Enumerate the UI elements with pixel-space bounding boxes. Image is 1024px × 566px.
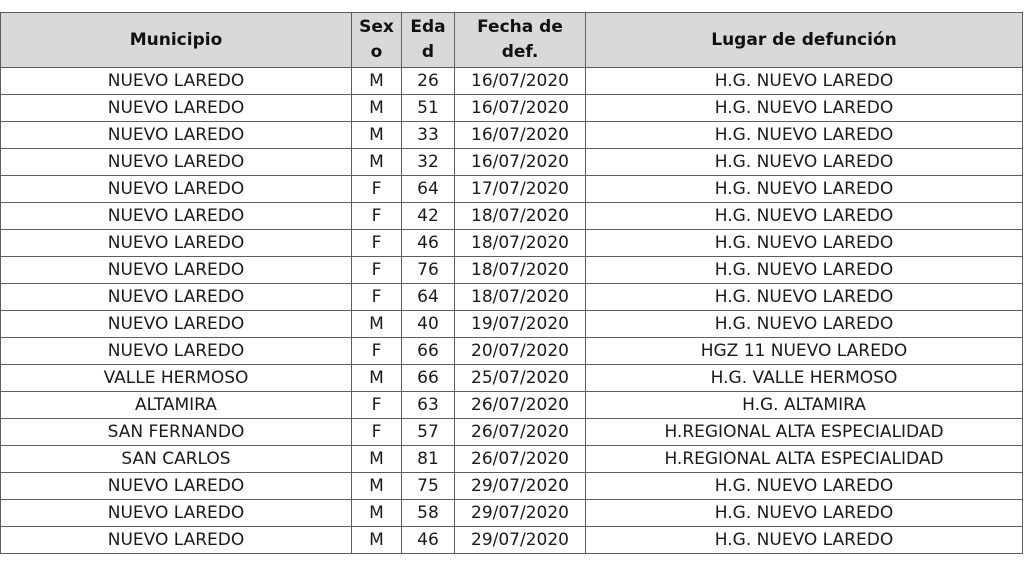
cell-sexo: M <box>352 365 402 392</box>
header-edad-line-1: Eda <box>410 17 446 37</box>
cell-fecha: 19/07/2020 <box>455 311 586 338</box>
deaths-table <box>0 12 1023 554</box>
cell-edad: 46 <box>402 230 455 257</box>
cell-sexo: F <box>352 230 402 257</box>
header-sexo-line-1: Sex <box>359 17 394 37</box>
cell-sexo: F <box>352 392 402 419</box>
cell-lugar: H.REGIONAL ALTA ESPECIALIDAD <box>586 419 1023 446</box>
cell-sexo: F <box>352 203 402 230</box>
cell-fecha: 18/07/2020 <box>455 284 586 311</box>
cell-sexo: M <box>352 68 402 95</box>
cell-lugar: H.G. NUEVO LAREDO <box>586 311 1023 338</box>
cell-municipio: NUEVO LAREDO <box>1 257 352 284</box>
table-row <box>1 230 1023 257</box>
table-row <box>1 284 1023 311</box>
cell-fecha: 16/07/2020 <box>455 122 586 149</box>
cell-sexo: F <box>352 419 402 446</box>
header-sexo-line-2: o <box>370 42 383 62</box>
cell-lugar: H.G. NUEVO LAREDO <box>586 473 1023 500</box>
cell-lugar: H.G. NUEVO LAREDO <box>586 149 1023 176</box>
header-lugar-line: Lugar de defunción <box>711 29 897 50</box>
header-municipio <box>1 13 352 68</box>
cell-sexo: M <box>352 473 402 500</box>
cell-lugar: H.G. NUEVO LAREDO <box>586 257 1023 284</box>
cell-municipio: NUEVO LAREDO <box>1 176 352 203</box>
cell-municipio: NUEVO LAREDO <box>1 149 352 176</box>
cell-lugar: H.G. VALLE HERMOSO <box>586 365 1023 392</box>
cell-edad: 40 <box>402 311 455 338</box>
cell-sexo: M <box>352 95 402 122</box>
header-fecha <box>455 13 586 68</box>
table-row <box>1 392 1023 419</box>
cell-municipio: NUEVO LAREDO <box>1 95 352 122</box>
cell-lugar: H.G. NUEVO LAREDO <box>586 95 1023 122</box>
header-row <box>1 13 1023 68</box>
cell-edad: 66 <box>402 365 455 392</box>
cell-edad: 32 <box>402 149 455 176</box>
cell-lugar: H.G. NUEVO LAREDO <box>586 284 1023 311</box>
cell-lugar: H.G. NUEVO LAREDO <box>586 203 1023 230</box>
cell-sexo: M <box>352 149 402 176</box>
cell-edad: 42 <box>402 203 455 230</box>
cell-edad: 66 <box>402 338 455 365</box>
cell-sexo: M <box>352 500 402 527</box>
cell-lugar: H.G. NUEVO LAREDO <box>586 176 1023 203</box>
table-row <box>1 500 1023 527</box>
cell-edad: 51 <box>402 95 455 122</box>
cell-fecha: 18/07/2020 <box>455 257 586 284</box>
cell-edad: 57 <box>402 419 455 446</box>
cell-edad: 76 <box>402 257 455 284</box>
table-row <box>1 122 1023 149</box>
header-sexo <box>352 13 402 68</box>
table-row <box>1 68 1023 95</box>
cell-sexo: M <box>352 122 402 149</box>
table-row <box>1 149 1023 176</box>
cell-lugar: H.G. NUEVO LAREDO <box>586 500 1023 527</box>
cell-municipio: NUEVO LAREDO <box>1 527 352 554</box>
cell-sexo: F <box>352 284 402 311</box>
cell-municipio: NUEVO LAREDO <box>1 68 352 95</box>
cell-sexo: F <box>352 338 402 365</box>
cell-lugar: H.G. NUEVO LAREDO <box>586 68 1023 95</box>
cell-edad: 58 <box>402 500 455 527</box>
cell-municipio: NUEVO LAREDO <box>1 473 352 500</box>
table-row <box>1 311 1023 338</box>
cell-fecha: 26/07/2020 <box>455 446 586 473</box>
table-row <box>1 203 1023 230</box>
cell-lugar: H.G. NUEVO LAREDO <box>586 527 1023 554</box>
table-row <box>1 176 1023 203</box>
table-row <box>1 338 1023 365</box>
cell-sexo: M <box>352 311 402 338</box>
cell-municipio: SAN CARLOS <box>1 446 352 473</box>
cell-lugar: H.G. NUEVO LAREDO <box>586 122 1023 149</box>
cell-fecha: 18/07/2020 <box>455 230 586 257</box>
header-fecha-line-1: Fecha de <box>477 17 563 37</box>
cell-lugar: HGZ 11 NUEVO LAREDO <box>586 338 1023 365</box>
cell-fecha: 26/07/2020 <box>455 392 586 419</box>
cell-municipio: NUEVO LAREDO <box>1 122 352 149</box>
cell-fecha: 29/07/2020 <box>455 473 586 500</box>
cell-lugar: H.G. ALTAMIRA <box>586 392 1023 419</box>
cell-fecha: 29/07/2020 <box>455 500 586 527</box>
cell-municipio: SAN FERNANDO <box>1 419 352 446</box>
cell-edad: 46 <box>402 527 455 554</box>
cell-fecha: 16/07/2020 <box>455 149 586 176</box>
cell-sexo: F <box>352 176 402 203</box>
cell-municipio: NUEVO LAREDO <box>1 338 352 365</box>
cell-edad: 75 <box>402 473 455 500</box>
table-row <box>1 419 1023 446</box>
cell-sexo: M <box>352 446 402 473</box>
cell-sexo: F <box>352 257 402 284</box>
cell-fecha: 26/07/2020 <box>455 419 586 446</box>
header-lugar <box>586 13 1023 68</box>
cell-edad: 64 <box>402 176 455 203</box>
cell-municipio: NUEVO LAREDO <box>1 230 352 257</box>
cell-municipio: VALLE HERMOSO <box>1 365 352 392</box>
cell-municipio: NUEVO LAREDO <box>1 500 352 527</box>
table-row <box>1 95 1023 122</box>
cell-sexo: M <box>352 527 402 554</box>
table-row <box>1 257 1023 284</box>
cell-fecha: 16/07/2020 <box>455 95 586 122</box>
cell-municipio: ALTAMIRA <box>1 392 352 419</box>
cell-edad: 81 <box>402 446 455 473</box>
cell-fecha: 16/07/2020 <box>455 68 586 95</box>
cell-fecha: 18/07/2020 <box>455 203 586 230</box>
header-municipio-line: Municipio <box>129 29 223 50</box>
cell-municipio: NUEVO LAREDO <box>1 284 352 311</box>
table-row <box>1 473 1023 500</box>
cell-edad: 63 <box>402 392 455 419</box>
cell-fecha: 17/07/2020 <box>455 176 586 203</box>
table-row <box>1 527 1023 554</box>
cell-municipio: NUEVO LAREDO <box>1 203 352 230</box>
cell-edad: 64 <box>402 284 455 311</box>
header-fecha-line-2: def. <box>501 42 539 62</box>
header-edad <box>402 13 455 68</box>
cell-lugar: H.G. NUEVO LAREDO <box>586 230 1023 257</box>
table-row <box>1 365 1023 392</box>
cell-edad: 26 <box>402 68 455 95</box>
cell-fecha: 29/07/2020 <box>455 527 586 554</box>
cell-lugar: H.REGIONAL ALTA ESPECIALIDAD <box>586 446 1023 473</box>
cell-fecha: 25/07/2020 <box>455 365 586 392</box>
header-edad-line-2: d <box>421 42 435 62</box>
cell-municipio: NUEVO LAREDO <box>1 311 352 338</box>
cell-fecha: 20/07/2020 <box>455 338 586 365</box>
cell-edad: 33 <box>402 122 455 149</box>
table-row <box>1 446 1023 473</box>
